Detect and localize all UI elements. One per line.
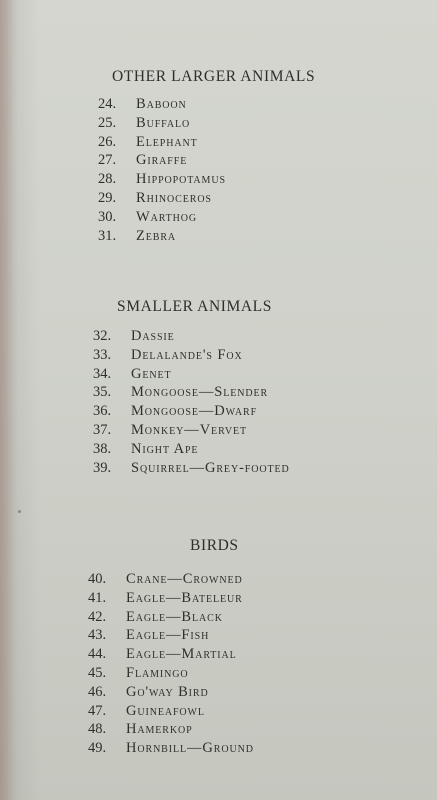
item-name: Mongoose—Slender: [131, 384, 269, 401]
list-item: [88, 645, 254, 664]
item-number: 30.: [98, 208, 117, 225]
item-number: 32.: [93, 328, 112, 344]
item-name: Elephant: [136, 133, 198, 150]
item-number: 27.: [98, 152, 117, 169]
item-name: Buffalo: [136, 114, 191, 131]
list-item: [98, 95, 226, 114]
item-name: Eagle—Black: [126, 608, 223, 625]
item-number: 40.: [88, 571, 107, 587]
list-item: [88, 683, 254, 702]
item-number: 37.: [93, 421, 112, 438]
list-item: [98, 208, 226, 227]
item-number: 25.: [98, 114, 117, 131]
item-number: 38.: [93, 440, 112, 457]
list-item: [88, 702, 254, 721]
paper-speck: [18, 510, 21, 513]
item-name: Monkey—Vervet: [131, 421, 247, 438]
list-item: [98, 114, 226, 133]
item-name: Hippopotamus: [136, 171, 226, 188]
list-item: [98, 151, 226, 170]
item-number: 41.: [88, 589, 107, 606]
list-item: [98, 189, 226, 208]
item-name: Dassie: [131, 328, 175, 344]
item-number: 24.: [98, 96, 117, 112]
item-name: Zebra: [136, 227, 177, 244]
list-item: [88, 608, 254, 627]
list-item: [93, 459, 290, 478]
item-name: Eagle—Fish: [126, 627, 210, 644]
item-number: 47.: [88, 702, 107, 719]
item-number: 29.: [98, 189, 117, 206]
item-number: 31.: [98, 227, 117, 244]
list-item: [93, 346, 290, 365]
item-number: 35.: [93, 384, 112, 401]
item-number: 48.: [88, 721, 107, 738]
item-name: Eagle—Martial: [126, 646, 237, 663]
list-item: [93, 440, 290, 459]
item-name: Crane—Crowned: [126, 571, 243, 587]
item-number: 36.: [93, 403, 112, 420]
list-item: [98, 170, 226, 189]
list-item: [88, 570, 254, 589]
list-item: [88, 720, 254, 739]
section-heading-smaller-animals: SMALLER ANIMALS: [117, 298, 272, 315]
item-number: 39.: [93, 459, 112, 476]
list-item: [88, 664, 254, 683]
item-number: 42.: [88, 608, 107, 625]
item-name: Flamingo: [126, 664, 189, 681]
item-number: 46.: [88, 683, 107, 700]
item-name: Hamerkop: [126, 721, 193, 738]
list-item: [93, 421, 290, 440]
item-name: Squirrel—Grey-footed: [131, 459, 290, 476]
item-name: Genet: [131, 365, 172, 382]
item-name: Baboon: [136, 96, 187, 112]
list-item: [93, 383, 290, 402]
item-name: Hornbill—Ground: [126, 740, 254, 757]
item-name: Mongoose—Dwarf: [131, 403, 258, 420]
list-item: [93, 402, 290, 421]
item-name: Night Ape: [131, 440, 199, 457]
item-number: 43.: [88, 627, 107, 644]
item-name: Eagle—Bateleur: [126, 589, 243, 606]
list-item: [88, 589, 254, 608]
list-item: [93, 365, 290, 384]
item-number: 34.: [93, 365, 112, 382]
item-number: 28.: [98, 171, 117, 188]
larger-animals-list: [98, 95, 226, 245]
item-name: Warthog: [136, 208, 198, 225]
item-name: Giraffe: [136, 152, 188, 169]
smaller-animals-list: [93, 327, 290, 477]
list-item: [88, 739, 254, 758]
item-name: Delalande's Fox: [131, 346, 243, 363]
item-number: 33.: [93, 346, 112, 363]
list-item: [93, 327, 290, 346]
item-number: 26.: [98, 133, 117, 150]
item-name: Go'way Bird: [126, 683, 209, 700]
item-number: 45.: [88, 664, 107, 681]
item-number: 49.: [88, 740, 107, 757]
list-item: [88, 626, 254, 645]
list-item: [98, 227, 226, 246]
item-name: Rhinoceros: [136, 189, 212, 206]
list-item: [98, 133, 226, 152]
birds-list: [88, 570, 254, 758]
section-heading-larger-animals: OTHER LARGER ANIMALS: [112, 68, 316, 85]
page-gutter-shadow: [0, 0, 18, 800]
item-number: 44.: [88, 646, 107, 663]
item-name: Guineafowl: [126, 702, 205, 719]
section-heading-birds: BIRDS: [190, 537, 239, 554]
